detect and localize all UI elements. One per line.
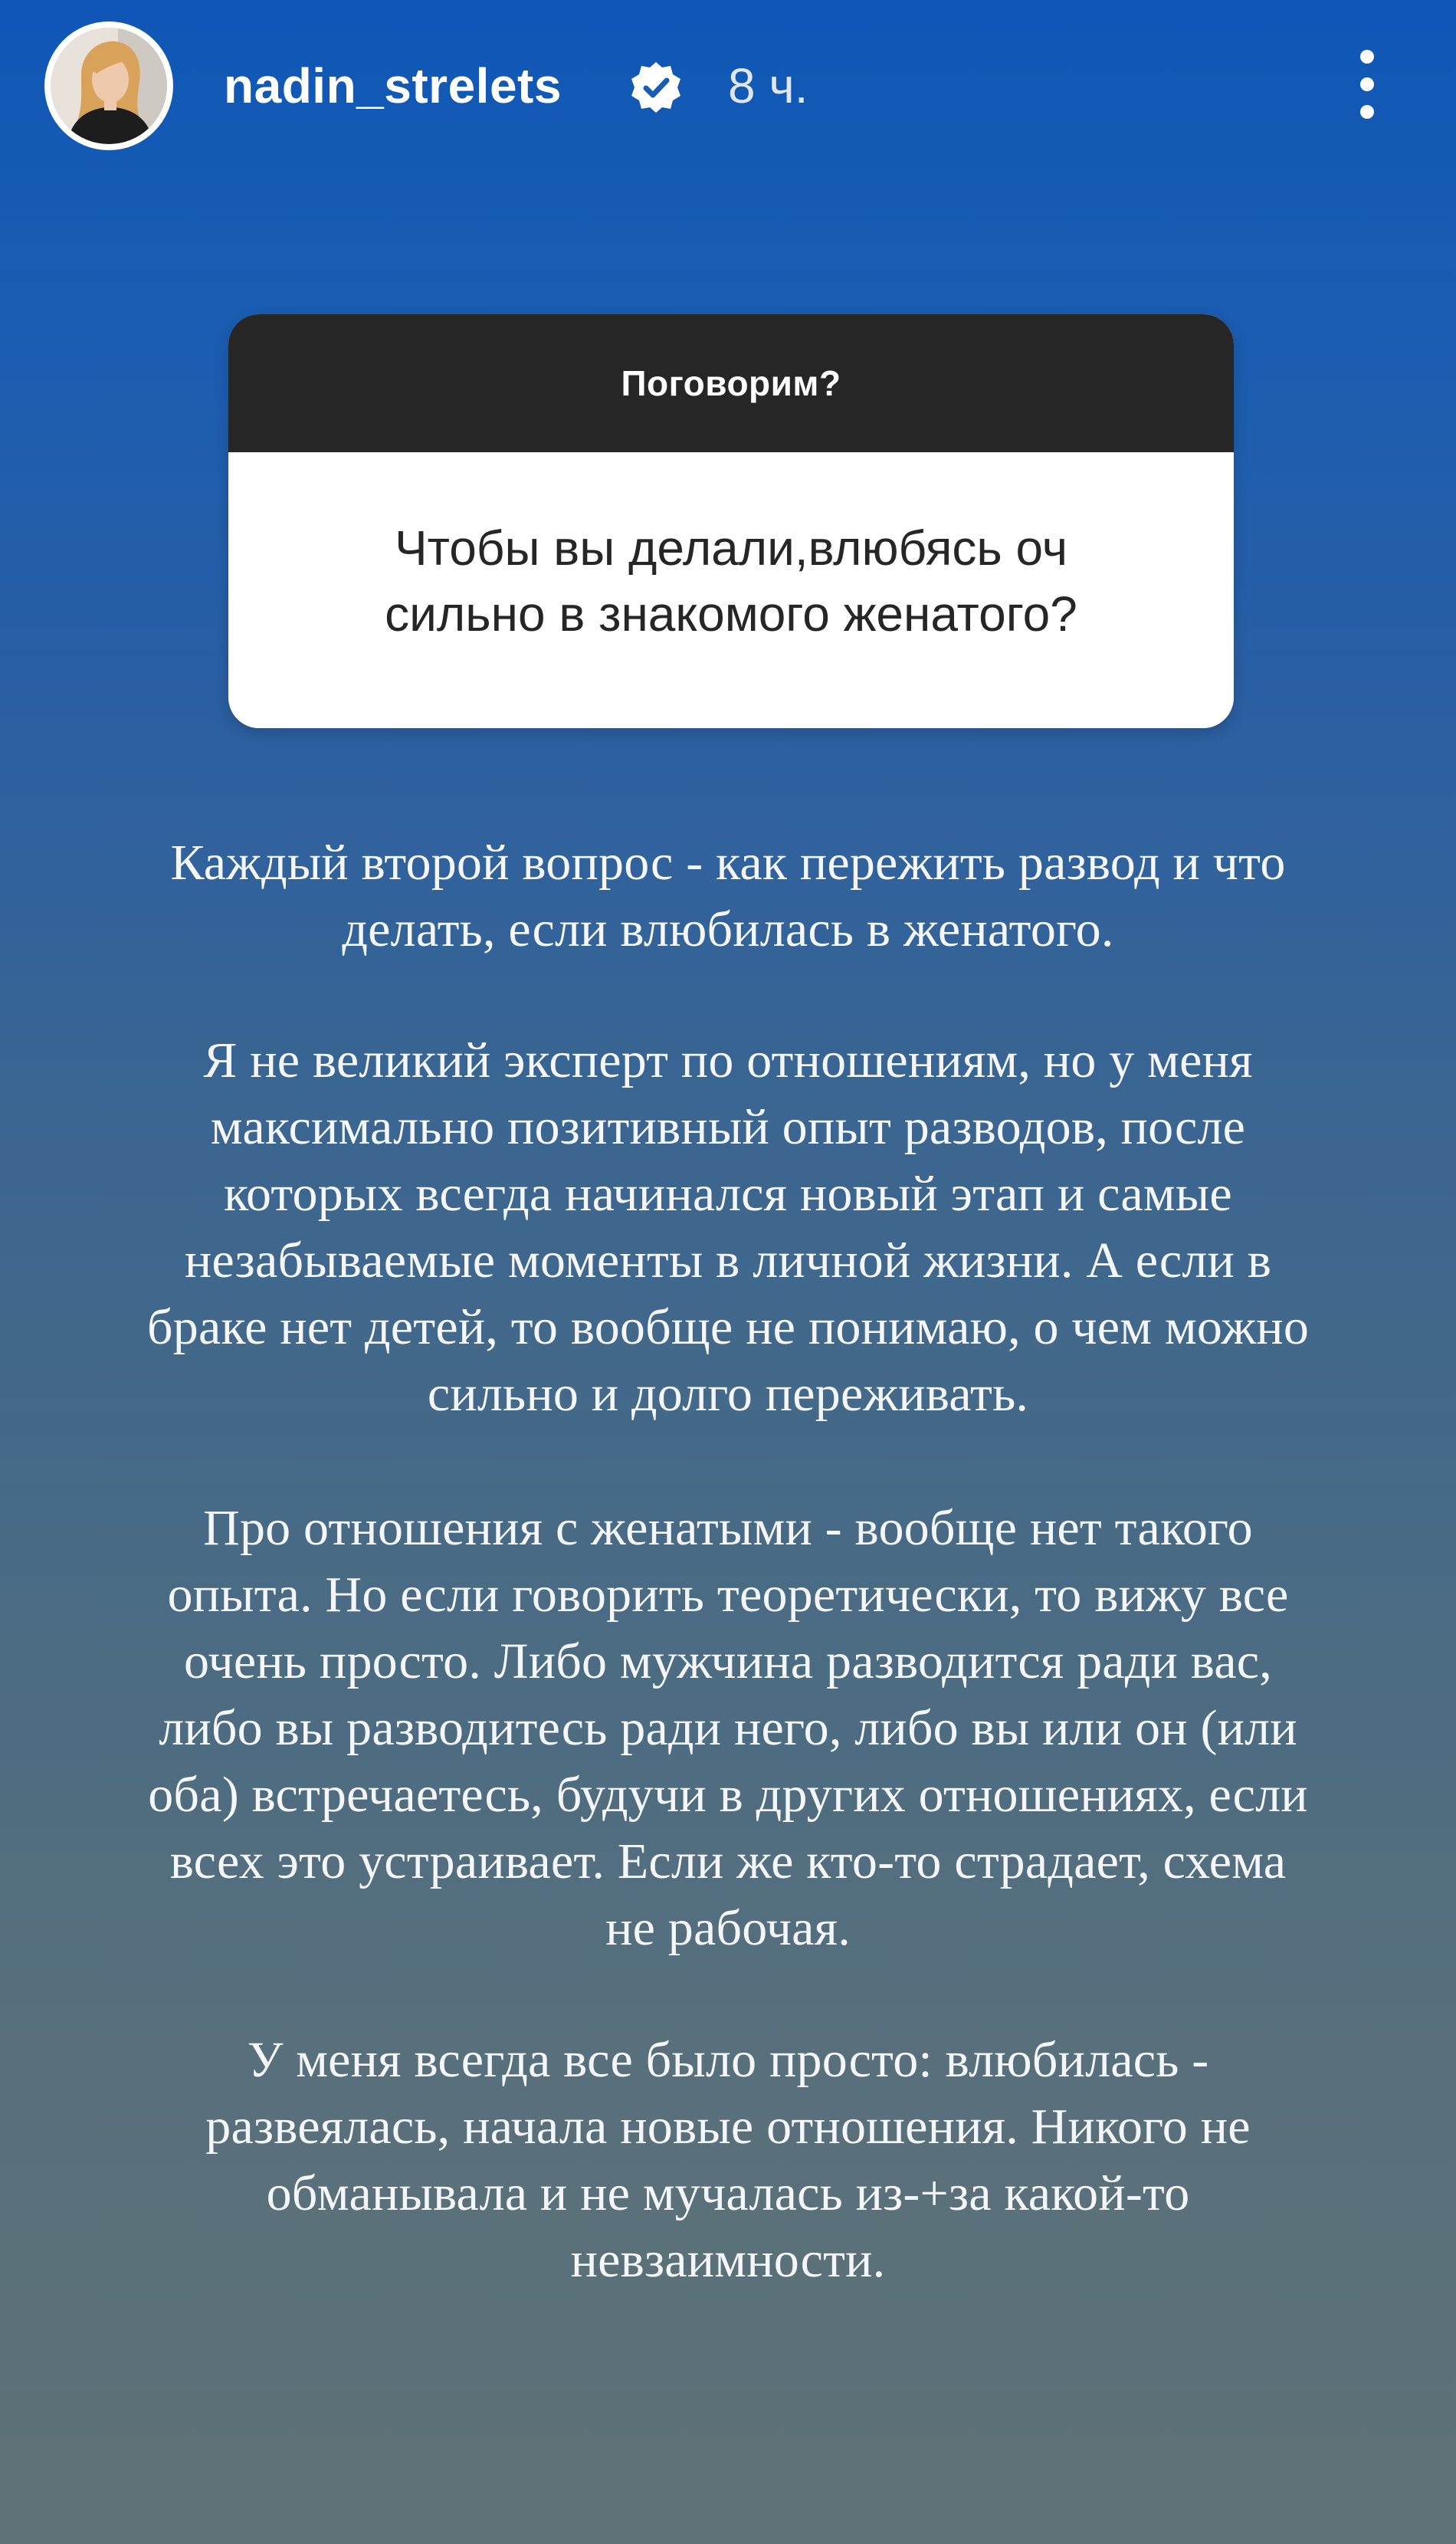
avatar[interactable] [44,21,173,150]
question-sticker-body [228,452,1234,728]
question-sticker-header [228,314,1234,452]
more-vertical-icon[interactable] [1344,46,1390,123]
story-paragraph: Про отношения с женатыми - вообще нет такого опыта. Но если говорить теоретически, то вижу все очень просто. Либо мужчина разводится ради вас, либо вы разводитесь ради него, либо вы или он (или оба) встречаетесь, будучи в других отношениях, если всех это устраивает. Если же кто-то страдает, схема не рабочая. [148,1500,1308,1956]
question-sticker[interactable] [228,314,1234,728]
avatar-image [51,28,167,144]
story-paragraph: Каждый второй вопрос - как пережить развод и что делать, если влюбилась в женатого. [170,835,1286,957]
verified-badge-icon [628,60,684,115]
story-paragraph: У меня всегда все было просто: влюбилась - развеялась, начала новые отношения. Никого не обманывала и не мучалась из-+за какой-то невзаимности. [205,2032,1251,2288]
story-paragraph: Я не великий эксперт по отношениям, но у меня максимально позитивный опыт разводов, после которых всегда начинался новый этап и самые незабываемые моменты в личной жизни. А если в браке нет детей, то вообще не понимаю, о чем можно сильно и долго переживать. [146,1032,1310,1422]
story-header [0,0,1456,176]
post-time: 8 ч. [728,58,808,113]
profile-photo-icon [51,28,167,144]
question-text: Чтобы вы делали,влюбясь оч сильно в знакомого женатого? [385,520,1077,642]
question-prompt: Поговорим? [621,363,841,403]
username[interactable]: nadin_strelets [224,58,562,113]
